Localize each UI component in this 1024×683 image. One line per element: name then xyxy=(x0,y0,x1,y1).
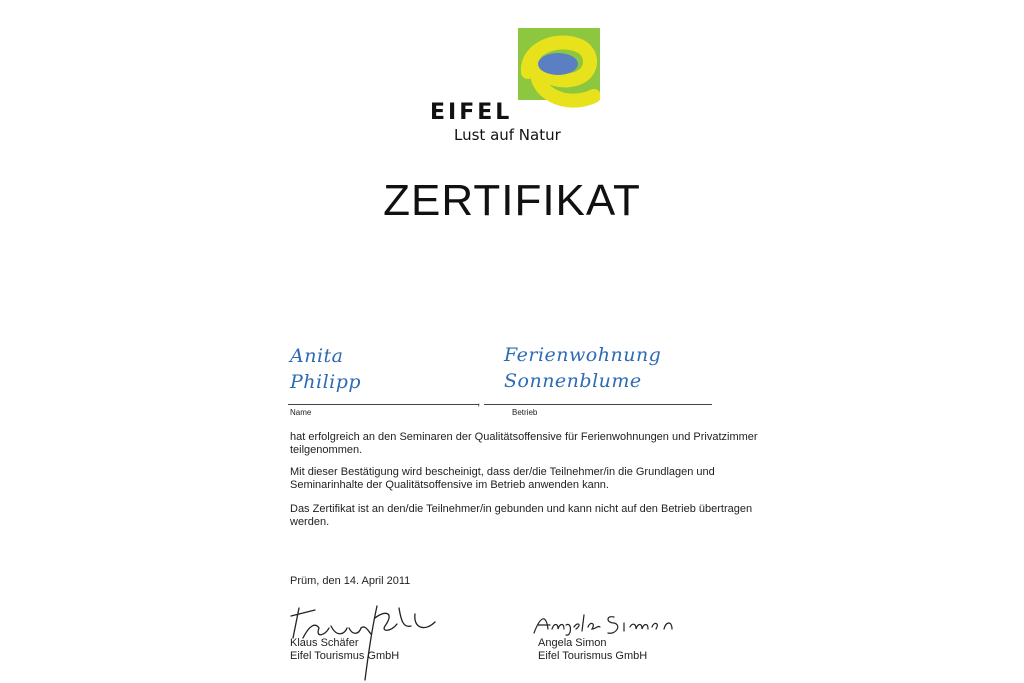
logo xyxy=(430,28,610,148)
participant-last-name: Philipp xyxy=(290,371,362,393)
field-separator: , xyxy=(477,394,481,408)
business-underline xyxy=(484,404,712,405)
signature-angela-simon xyxy=(530,607,695,639)
signer-name: Klaus Schäfer xyxy=(290,637,359,649)
eifel-logo-icon xyxy=(518,28,600,108)
participant-first-name: Anita xyxy=(290,345,344,367)
business-name-line-2: Sonnenblume xyxy=(504,370,642,392)
signer-block-2 xyxy=(538,637,647,663)
name-underline xyxy=(288,404,478,405)
certificate-title: ZERTIFIKAT xyxy=(383,176,641,225)
name-caption: Name xyxy=(290,408,312,417)
business-caption: Betrieb xyxy=(512,408,538,417)
body-paragraph-2: Mit dieser Bestätigung wird bescheinigt, dass der/die Teilnehmer/in die Grundlagen und Seminarinhalte der Qualitätsoffensive im Betrieb anwenden kann. xyxy=(290,466,715,491)
body-paragraph-1: hat erfolgreich an den Seminaren der Qualitätsoffensive für Ferienwohnungen und Privatzimmer teilgenommen. xyxy=(290,431,758,456)
logo-wordmark: EIFEL xyxy=(430,100,513,125)
body-paragraph-3: Das Zertifikat ist an den/die Teilnehmer/in gebunden und kann nicht auf den Betrieb übertragen werden. xyxy=(290,503,753,528)
signer-block-1 xyxy=(290,637,399,663)
signer-name: Angela Simon xyxy=(538,637,607,649)
place-and-date: Prüm, den 14. April 2011 xyxy=(290,575,411,587)
logo-tagline: Lust auf Natur xyxy=(454,126,561,144)
signer-organization: Eifel Tourismus GmbH xyxy=(538,650,648,662)
signer-organization: Eifel Tourismus GmbH xyxy=(290,650,400,662)
business-name-line-1: Ferienwohnung xyxy=(504,344,662,366)
